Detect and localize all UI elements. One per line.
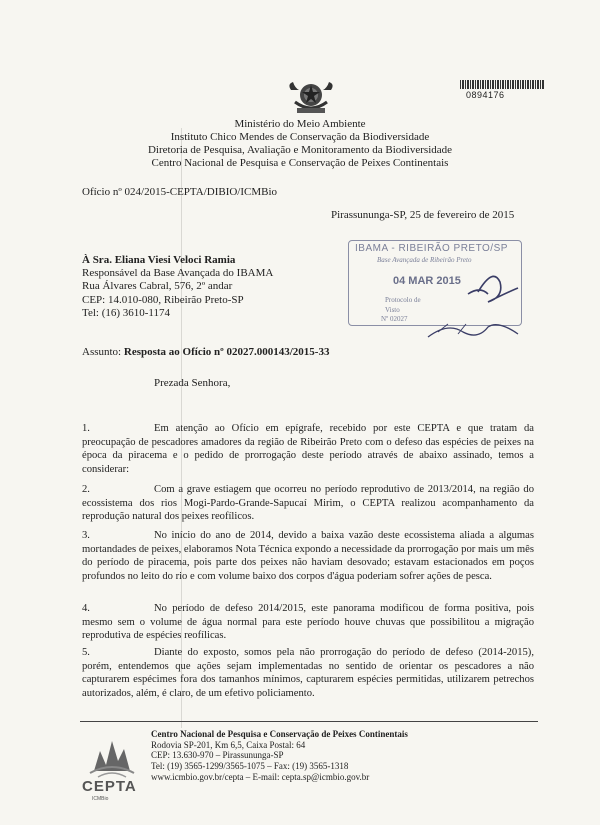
- paragraph-number: 1.: [82, 423, 90, 434]
- handwritten-signature: [408, 262, 528, 342]
- paragraph-number: 5.: [82, 647, 90, 658]
- header-directorate: Diretoria de Pesquisa, Avaliação e Monitoramento da Biodiversidade: [147, 144, 453, 156]
- paragraph-text: No início do ano de 2014, devido a baixa vazão deste ecossistema aliada a algumas mortandades de peixes, elaboramos Nota Técnica expondo a necessidade da prorrogação por mais um mês do período de piracema, pois parte dos peixes não haviam desovado; estavam estacionados em poços profundos no leito do rio e com volume baixo dos corpos d'água poderiam sofrer ações de pesca.: [82, 530, 534, 582]
- subject-text: Resposta ao Ofício nº 02027.000143/2015-33: [123, 346, 330, 358]
- header-ministry: Ministério do Meio Ambiente: [234, 118, 366, 130]
- recipient-role: Responsável da Base Avançada do IBAMA: [82, 267, 274, 280]
- office-reference: Ofício nº 024/2015-CEPTA/DIBIO/ICMBio: [82, 186, 278, 198]
- paragraph-text: No período de defeso 2014/2015, este panorama modificou de forma positiva, pois mesmo sem o volume de água normal para este período houve chuvas que possibilitou a migração reprodutiva de espécies reofílicas.: [82, 603, 534, 641]
- footer-tel: Tel: (19) 3565-1299/3565-1075 – Fax: (19) 3565-1318: [151, 761, 349, 772]
- place-date: Pirassununga-SP, 25 de fevereiro de 2015: [331, 209, 515, 221]
- paragraph-3: [82, 529, 534, 583]
- greeting: Prezada Senhora,: [154, 377, 231, 389]
- subject-label: Assunto:: [82, 346, 122, 358]
- stamp-subtitle: Base Avançada de Ribeirão Preto: [377, 256, 472, 264]
- recipient-cep: CEP: 14.010-080, Ribeirão Preto-SP: [82, 293, 244, 306]
- paragraph-5: [82, 646, 534, 700]
- paragraph-number: 3.: [82, 530, 90, 541]
- subject-line: [82, 346, 329, 358]
- paragraph-text: Em atenção ao Ofício em epígrafe, recebido por este CEPTA e que tratam da preocupação de pescadores amadores da região de Ribeirão Preto com o defeso das espécies de peixes na época da piracema e o pedido de prorrogação deste período através de abaixo assinado, temos a considerar:: [82, 423, 534, 475]
- recipient-tel: Tel: (16) 3610-1174: [82, 306, 171, 319]
- paragraph-4: [82, 602, 534, 643]
- recipient-name: À Sra. Eliana Viesi Veloci Ramia: [82, 254, 236, 266]
- icmbio-logo-text: ICMBio: [92, 796, 109, 802]
- barcode-number: 0894176: [466, 90, 505, 100]
- coat-of-arms-icon: [285, 80, 337, 116]
- paragraph-number: 4.: [82, 603, 90, 614]
- cepta-logo-text: CEPTA: [82, 778, 137, 795]
- barcode: [460, 80, 544, 89]
- cepta-logo-icon: [86, 731, 138, 779]
- paragraph-text: Com a grave estiagem que ocorreu no período reprodutivo de 2013/2014, na região do ecossistema dos rios Mogi-Pardo-Grande-Sapucaí Mirim, o CEPTA realizou acompanhamento da reprodução natural dos peixes reofílicos.: [82, 484, 534, 522]
- footer-web: www.icmbio.gov.br/cepta – E-mail: cepta.sp@icmbio.gov.br: [151, 771, 370, 782]
- paragraph-number: 2.: [82, 484, 90, 495]
- paragraph-text: Diante do exposto, somos pela não prorrogação do período de defeso (2014-2015), porém, entendemos que ações sejam implementadas no sentido de orientar os pescadores a não capturarem espécimes fora dos tamanhos mínimos, capturarem espécies permitidas, utilizarem petrechos autorizados, além, é claro, de um efetivo policiamento.: [82, 647, 534, 699]
- stamp-number-label: Nº 02027: [381, 315, 408, 323]
- stamp-title: IBAMA - RIBEIRÃO PRETO/SP: [355, 243, 508, 254]
- footer-title: Centro Nacional de Pesquisa e Conservação de Peixes Continentais: [151, 729, 408, 739]
- stamp-protocol-label: Protocolo de: [385, 296, 421, 304]
- paragraph-2: [82, 483, 534, 524]
- footer-cep: CEP: 13.630-970 – Pirassununga-SP: [151, 750, 284, 761]
- recipient-street: Rua Álvares Cabral, 576, 2º andar: [82, 280, 233, 293]
- footer-block: [151, 729, 408, 783]
- header-center: Centro Nacional de Pesquisa e Conservação de Peixes Continentais: [151, 157, 449, 169]
- footer-divider: [80, 721, 538, 722]
- footer-address: Rodovia SP-201, Km 6,5, Caixa Postal: 64: [151, 739, 306, 750]
- paragraph-1: [82, 422, 534, 476]
- recipient-block: [82, 254, 273, 320]
- stamp-date: 04 MAR 2015: [393, 275, 461, 287]
- header-institute: Instituto Chico Mendes de Conservação da Biodiversidade: [170, 131, 430, 143]
- stamp-visto-label: Visto: [385, 306, 400, 314]
